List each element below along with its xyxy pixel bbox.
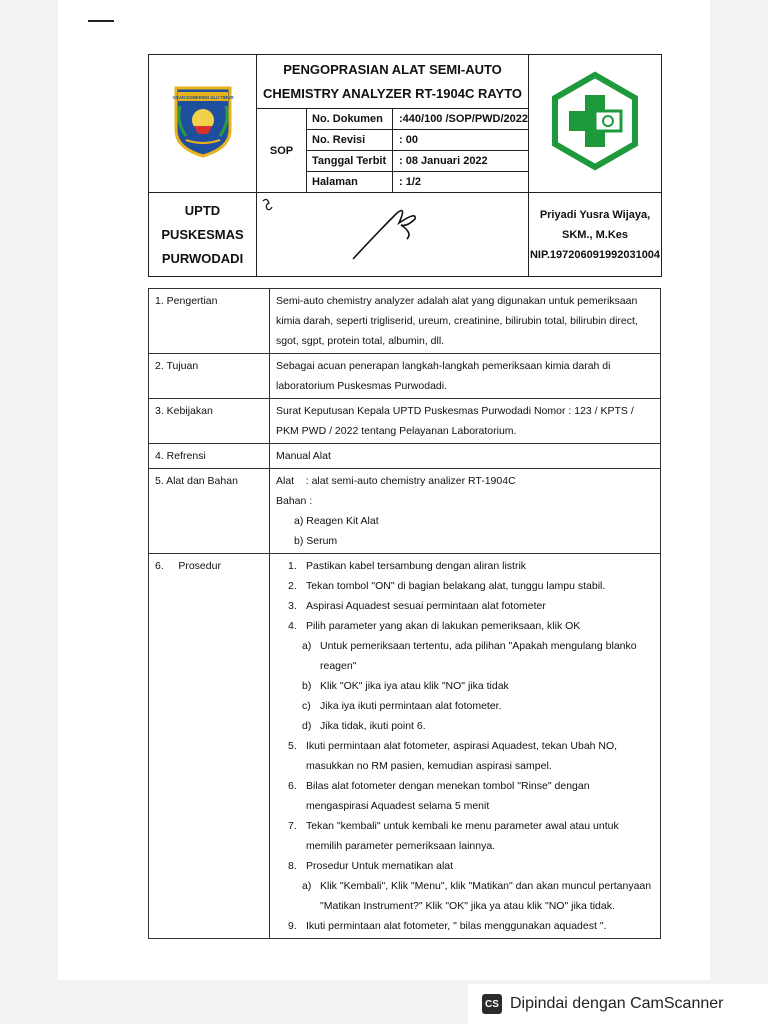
step-number: a) — [302, 880, 312, 892]
procedure-step — [270, 856, 654, 876]
section-label: 5. Alat dan Bahan — [149, 469, 270, 554]
meta-label-tanggal: Tanggal Terbit — [307, 151, 393, 172]
regency-logo-icon — [166, 82, 240, 160]
step-text: Pilih parameter yang akan di lakukan pemeriksaan, klik OK — [306, 620, 581, 632]
bahan-item: b) Serum — [294, 535, 338, 547]
camscanner-watermark — [468, 984, 768, 1024]
section-row-kebijakan — [149, 399, 661, 444]
org-line-2: PUSKESMAS — [161, 226, 244, 242]
procedure-substep — [270, 716, 654, 736]
meta-label-revisi: No. Revisi — [307, 130, 393, 151]
procedure-substep — [270, 636, 654, 676]
step-number: a) — [302, 640, 312, 652]
section-row-prosedur — [149, 554, 661, 939]
bahan-item: a) Reagen Kit Alat — [294, 515, 379, 527]
step-number: c) — [302, 700, 311, 712]
step-number: 6. — [288, 780, 297, 792]
step-text: Bilas alat fotometer dengan menekan tombol "Rinse" dengan mengaspirasi Aquadest selama 5 menit — [306, 780, 590, 812]
section-label: 6. Prosedur — [149, 554, 270, 939]
procedure-step — [270, 816, 654, 856]
title-line-1: PENGOPRASIAN ALAT SEMI-AUTO — [283, 61, 502, 77]
meta-label-dokumen: No. Dokumen — [307, 109, 393, 130]
meta-value-revisi: : 00 — [393, 130, 529, 151]
step-text: Klik "OK" jika iya atau klik "NO" jika tidak — [320, 680, 509, 692]
sop-label: SOP — [257, 109, 307, 193]
procedure-step — [270, 576, 654, 596]
step-text: Jika iya ikuti permintaan alat fotometer. — [320, 700, 502, 712]
puskesmas-logo-icon — [545, 71, 645, 171]
step-text: Ikuti permintaan alat fotometer, " bilas menggunakan aquadest ". — [306, 920, 607, 932]
step-text: Prosedur Untuk mematikan alat — [306, 860, 454, 872]
organization-cell — [149, 193, 257, 277]
section-row-alat — [149, 469, 661, 554]
signer-nip: NIP.197206091992031004 — [529, 248, 661, 261]
step-number: 4. — [288, 620, 297, 632]
section-text: Sebagai acuan penerapan langkah-langkah pemeriksaan kimia darah di laboratorium Puskesmas Purwodadi. — [270, 354, 661, 399]
signer-cell — [529, 193, 662, 277]
section-label: 3. Kebijakan — [149, 399, 270, 444]
section-row-pengertian — [149, 289, 661, 354]
step-text: Tekan "kembali" untuk kembali ke menu parameter awal atau untuk memilih parameter pemeriksaan lainnya. — [306, 820, 619, 852]
section-row-tujuan — [149, 354, 661, 399]
signature-cell — [257, 193, 529, 277]
step-text: Ikuti permintaan alat fotometer, aspirasi Aquadest, tekan Ubah NO, masukkan no RM pasien, kemudian aspirasi sampel. — [306, 740, 618, 772]
section-label: 2. Tujuan — [149, 354, 270, 399]
puskesmas-logo-cell — [529, 55, 662, 193]
signature-icon — [257, 193, 517, 271]
camscanner-icon: CS — [482, 994, 502, 1014]
document-title — [257, 55, 529, 109]
procedure-list — [270, 554, 661, 939]
meta-value-halaman: : 1/2 — [393, 172, 529, 193]
scan-mark — [88, 20, 114, 22]
section-label: 1. Pengertian — [149, 289, 270, 354]
section-row-referensi — [149, 444, 661, 469]
camscanner-text: Dipindai dengan CamScanner — [510, 995, 724, 1012]
meta-value-dokumen: :440/100 /SOP/PWD/2022 — [393, 109, 529, 130]
step-text: Aspirasi Aquadest sesuai permintaan alat fotometer — [306, 600, 546, 612]
title-line-2: CHEMISTRY ANALYZER RT-1904C RAYTO — [262, 85, 523, 101]
regency-logo-cell — [149, 55, 257, 193]
section-text — [270, 469, 661, 554]
procedure-step — [270, 616, 654, 636]
org-line-3: PURWODADI — [161, 250, 244, 266]
step-text: Jika tidak, ikuti point 6. — [320, 720, 426, 732]
org-line-1: UPTD — [184, 202, 221, 218]
step-number: 5. — [288, 740, 297, 752]
step-number: b) — [302, 680, 312, 692]
step-number: 1. — [288, 560, 297, 572]
procedure-step — [270, 916, 654, 936]
alat-line: Alat : alat semi-auto chemistry analizer RT-1904C — [276, 475, 516, 487]
procedure-step — [270, 596, 654, 616]
step-text: Tekan tombol "ON" di bagian belakang alat, tunggu lampu stabil. — [306, 580, 606, 592]
section-text: Manual Alat — [270, 444, 661, 469]
step-number: 3. — [288, 600, 297, 612]
procedure-step — [270, 776, 654, 816]
step-number: 9. — [288, 920, 297, 932]
procedure-substep — [270, 876, 654, 916]
step-number: 2. — [288, 580, 297, 592]
procedure-substep — [270, 676, 654, 696]
signer-name: Priyadi Yusra Wijaya, — [539, 208, 651, 221]
procedure-step — [270, 556, 654, 576]
section-label: 4. Refrensi — [149, 444, 270, 469]
sop-header-table — [148, 54, 662, 277]
procedure-step — [270, 736, 654, 776]
step-text: Pastikan kabel tersambung dengan aliran listrik — [306, 560, 527, 572]
logo-text: OGAN KOMERING ULU TIMUR — [172, 95, 233, 100]
signer-degree: SKM., M.Kes — [561, 228, 628, 241]
step-number: d) — [302, 720, 312, 732]
step-text: Klik "Kembali", Klik "Menu", klik "Matikan" dan akan muncul pertanyaan "Matikan Instrument?" Klik "OK" jika ya atau klik "NO" jika tidak. — [320, 880, 652, 912]
section-text: Surat Keputusan Kepala UPTD Puskesmas Purwodadi Nomor : 123 / KPTS / PKM PWD / 2022 tentang Pelayanan Laboratorium. — [270, 399, 661, 444]
step-number: 7. — [288, 820, 297, 832]
procedure-substep — [270, 696, 654, 716]
meta-label-halaman: Halaman — [307, 172, 393, 193]
step-text: Untuk pemeriksaan tertentu, ada pilihan "Apakah mengulang blanko reagen" — [320, 640, 637, 672]
sop-content-table — [148, 288, 661, 939]
step-number: 8. — [288, 860, 297, 872]
section-text: Semi-auto chemistry analyzer adalah alat yang digunakan untuk pemeriksaan kimia darah, seperti trigliserid, ureum, creatinine, bilirubin total, bilirubin direct, sgot, sgpt, protein total, albumin, dll. — [270, 289, 661, 354]
bahan-label: Bahan : — [276, 495, 313, 507]
meta-value-tanggal: : 08 Januari 2022 — [393, 151, 529, 172]
